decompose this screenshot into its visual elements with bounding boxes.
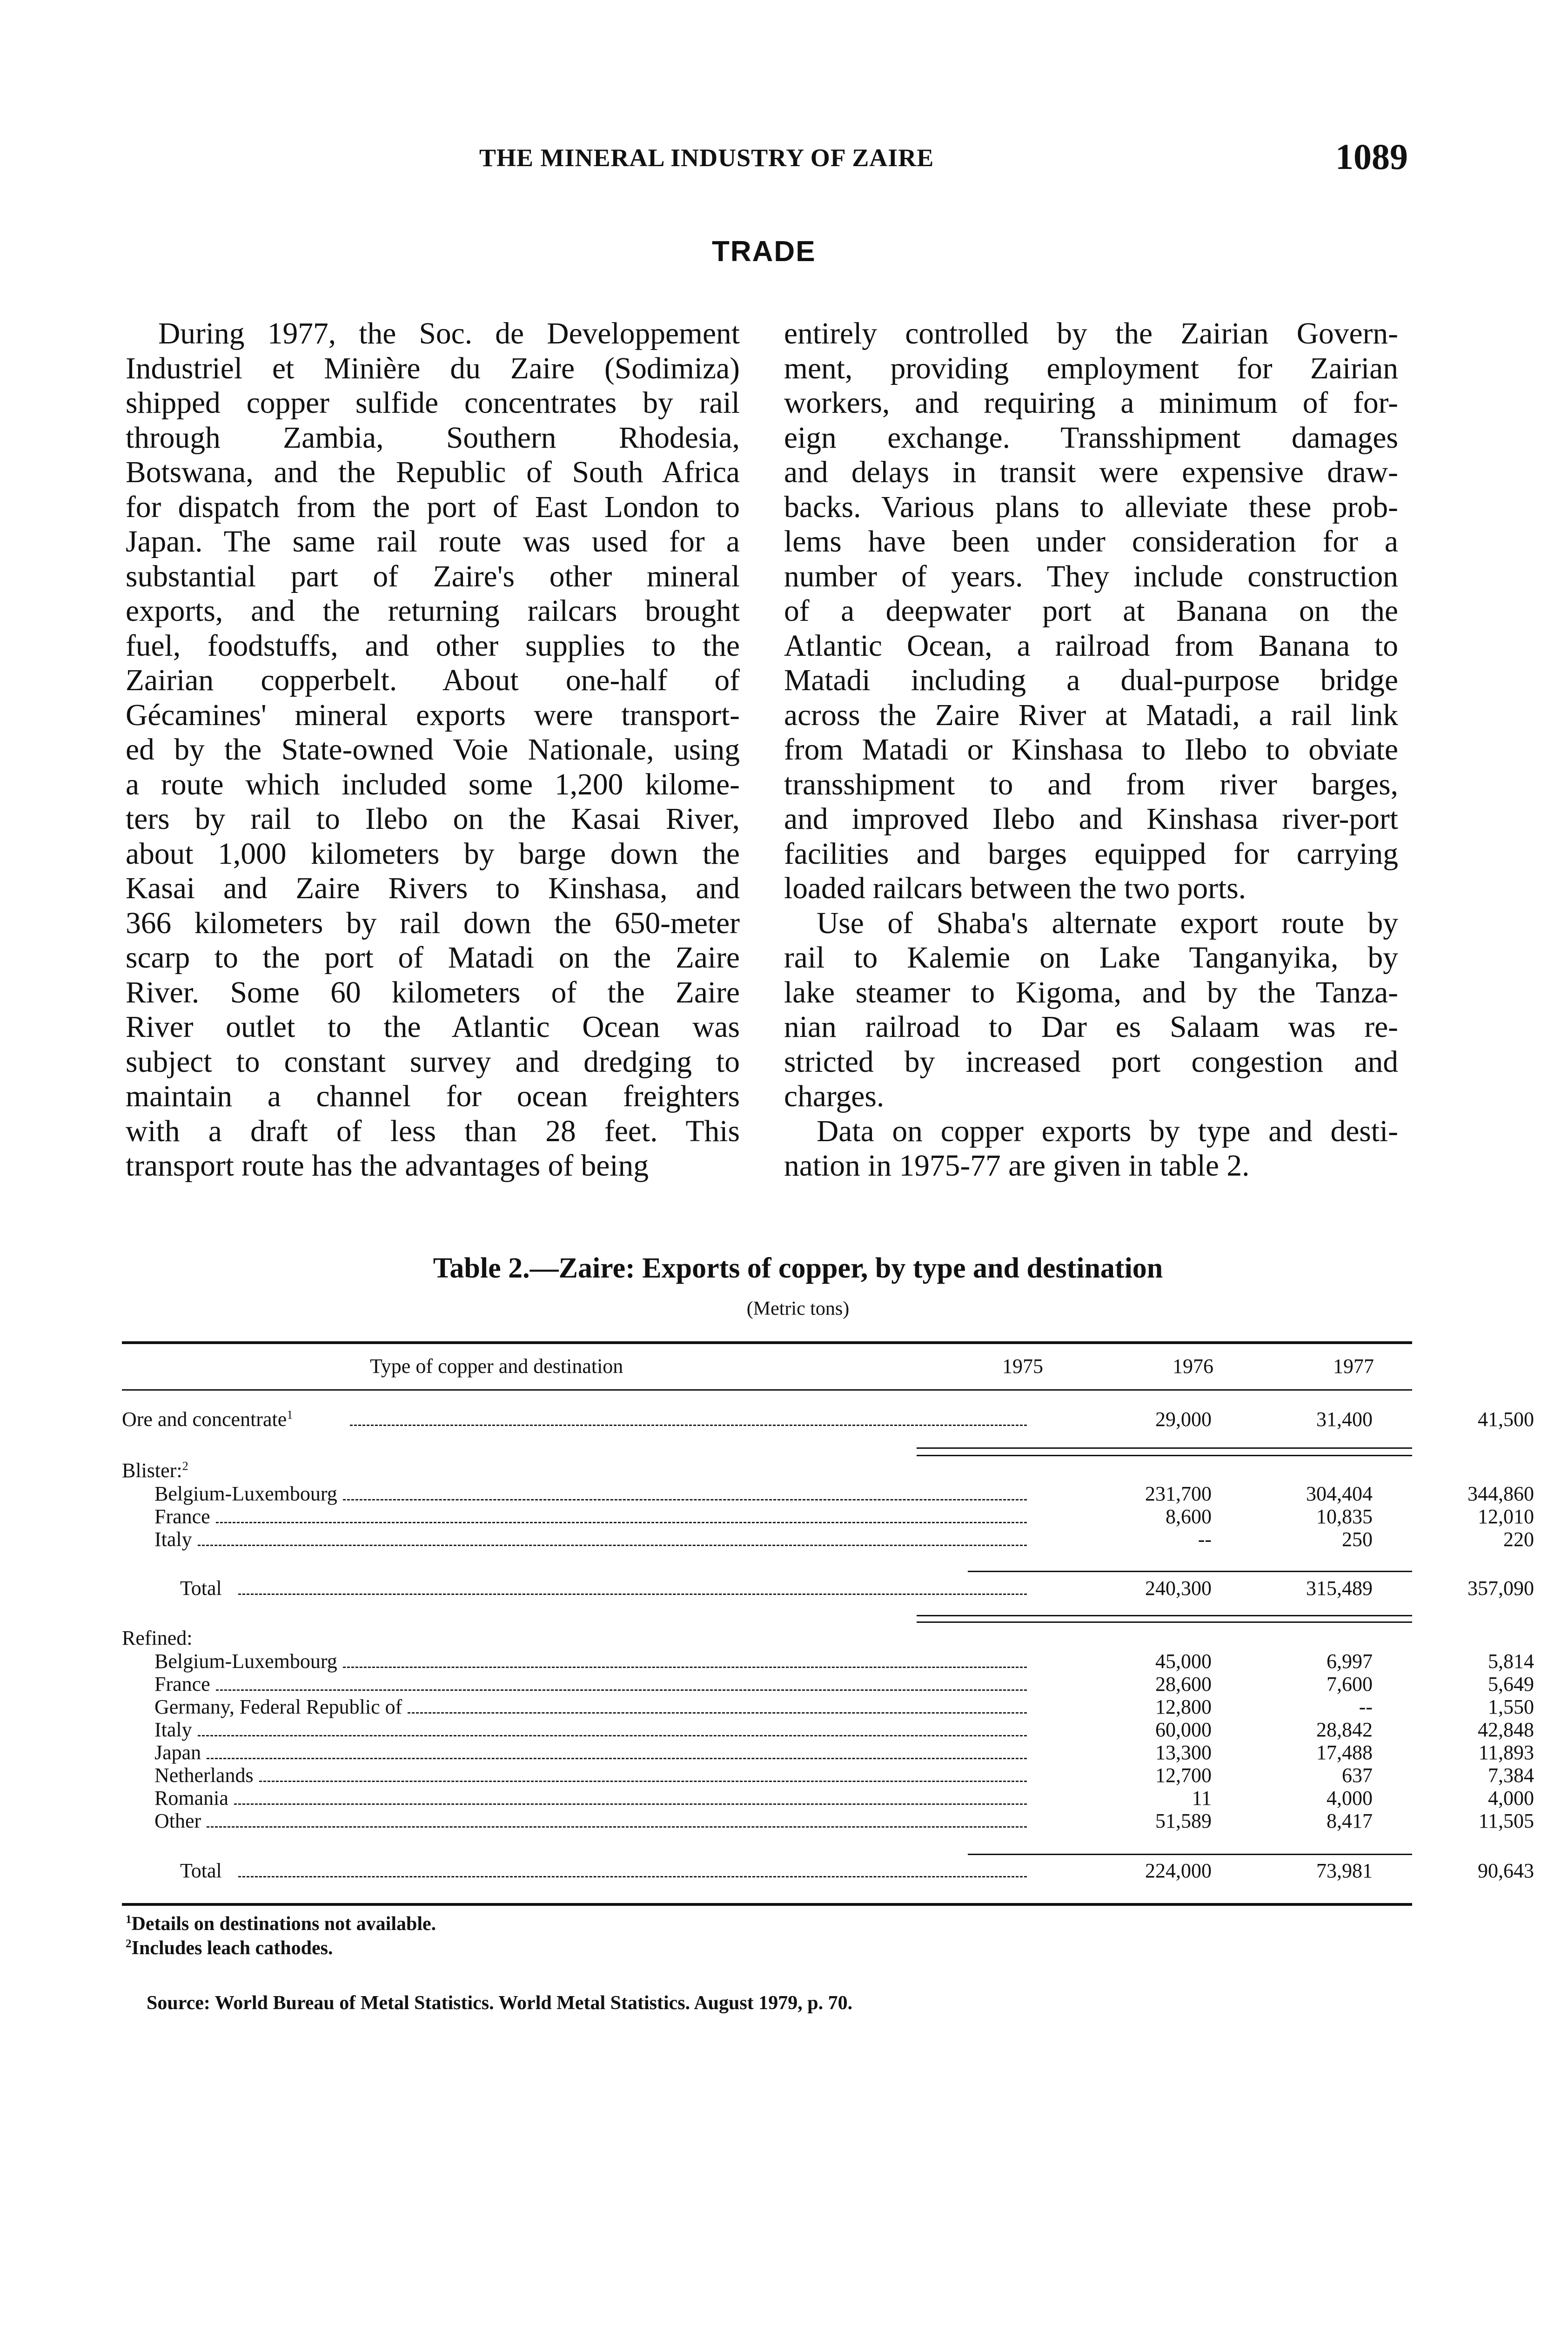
cell-1975: 224,000 — [1145, 1859, 1212, 1882]
cell-1976: 10,835 — [1316, 1505, 1373, 1528]
running-title: THE MINERAL INDUSTRY OF ZAIRE — [479, 144, 934, 172]
cell-1977: 11,505 — [1478, 1809, 1534, 1832]
cell-1977: 357,090 — [1467, 1577, 1534, 1600]
table-row — [122, 1741, 1534, 1764]
table-group-refined — [122, 1627, 1412, 1650]
text-line: Gécamines' mineral exports were transport- — [126, 698, 740, 732]
text-line: River. Some 60 kilometers of the Zaire — [126, 975, 740, 1009]
page-number: 1089 — [1335, 136, 1408, 177]
table-unit: (Metric tons) — [746, 1298, 850, 1319]
text-line: entirely controlled by the Zairian Govern- — [784, 317, 1398, 350]
row-label: Italy — [154, 1528, 192, 1551]
dot-leader — [207, 1826, 1027, 1828]
cell-1976: 6,997 — [1327, 1650, 1373, 1673]
body-left-column — [126, 316, 740, 1184]
total-label: Total — [180, 1859, 222, 1882]
cell-1975: 12,800 — [1155, 1695, 1212, 1718]
text-line: substantial part of Zaire's other mineral — [126, 559, 740, 593]
cell-1977: 42,848 — [1478, 1718, 1534, 1741]
text-line: Atlantic Ocean, a railroad from Banana to — [784, 629, 1398, 663]
dot-leader — [198, 1735, 1027, 1736]
cell-1975: 60,000 — [1155, 1718, 1212, 1741]
text-line: number of years. They include construction — [784, 559, 1398, 593]
dot-leader — [350, 1425, 1027, 1426]
row-label: Germany, Federal Republic of — [154, 1695, 402, 1718]
text-line: Japan. The same rail route was used for a — [126, 525, 740, 558]
cell-1976: 4,000 — [1327, 1787, 1373, 1809]
table-group-blister — [122, 1459, 1412, 1482]
row-label: Ore and concentrate$^1$ — [122, 1407, 293, 1431]
text-line: nian railroad to Dar es Salaam was re- — [784, 1010, 1398, 1044]
text-line: Botswana, and the Republic of South Africa — [126, 456, 740, 489]
cell-1976: 31,400 — [1316, 1408, 1373, 1431]
text-line: subject to constant survey and dredging to — [126, 1045, 740, 1079]
group-label: Refined: — [122, 1627, 193, 1649]
dot-leader — [408, 1712, 1027, 1714]
table-header-1975: 1975 — [1002, 1355, 1043, 1378]
row-label: France — [154, 1505, 210, 1528]
row-label: Belgium-Luxembourg — [154, 1482, 337, 1505]
table-double-rule-bottom — [917, 1455, 1412, 1456]
subtotal-rule — [968, 1854, 1412, 1855]
cell-1977: 7,384 — [1488, 1764, 1534, 1787]
body-right-column — [784, 316, 1398, 1184]
text-line: Zairian copperbelt. About one-half of — [126, 664, 740, 697]
cell-1977: 4,000 — [1488, 1787, 1534, 1809]
text-line: loaded railcars between the two ports. — [784, 872, 1246, 905]
footnote-1: $^1$Details on destinations not available. — [126, 1913, 436, 1935]
cell-1977: 1,550 — [1488, 1695, 1534, 1718]
cell-1977: 11,893 — [1478, 1741, 1534, 1764]
table-header-type: Type of copper and destination — [370, 1355, 623, 1378]
dot-leader — [343, 1499, 1027, 1500]
dot-leader — [216, 1689, 1027, 1691]
cell-1977: 90,643 — [1478, 1859, 1534, 1882]
text-line: nation in 1975-77 are given in table 2. — [784, 1149, 1250, 1183]
cell-1975: 13,300 — [1155, 1741, 1212, 1764]
text-line: Industriel et Minière du Zaire (Sodimiza) — [126, 351, 740, 385]
text-line: with a draft of less than 28 feet. This — [126, 1114, 740, 1148]
cell-1975: 11 — [1192, 1787, 1212, 1809]
dot-leader — [238, 1876, 1027, 1877]
text-line: and improved Ilebo and Kinshasa river-port — [784, 802, 1398, 836]
table-top-rule — [122, 1341, 1412, 1344]
table-bottom-rule — [122, 1903, 1412, 1906]
table-row — [122, 1482, 1534, 1506]
dot-leader — [207, 1758, 1027, 1759]
text-line: Use of Shaba's alternate export route by — [817, 906, 1398, 940]
text-line: for dispatch from the port of East London to — [126, 490, 740, 524]
cell-1975: -- — [1198, 1528, 1212, 1551]
row-label: Romania — [154, 1787, 228, 1809]
text-line: through Zambia, Southern Rhodesia, — [126, 421, 740, 455]
row-label: France — [154, 1673, 210, 1695]
table-row — [122, 1650, 1534, 1673]
row-label: Japan — [154, 1741, 201, 1764]
dot-leader — [198, 1545, 1027, 1546]
text-line: backs. Various plans to alleviate these prob- — [784, 490, 1398, 524]
cell-1975: 231,700 — [1145, 1482, 1212, 1505]
table-double-rule-top — [917, 1447, 1412, 1449]
text-line: During 1977, the Soc. de Developpement — [158, 317, 740, 350]
cell-1975: 45,000 — [1155, 1650, 1212, 1673]
cell-1975: 51,589 — [1155, 1809, 1212, 1832]
total-label: Total — [180, 1577, 222, 1600]
row-label: Netherlands — [154, 1764, 254, 1787]
text-line: about 1,000 kilometers by barge down the — [126, 837, 740, 871]
text-line: scarp to the port of Matadi on the Zaire — [126, 941, 740, 975]
cell-1977: 5,814 — [1488, 1650, 1534, 1673]
cell-1977: 344,860 — [1467, 1482, 1534, 1505]
cell-1976: 28,842 — [1316, 1718, 1373, 1741]
cell-1975: 8,600 — [1166, 1505, 1212, 1528]
table-title: Table 2.—Zaire: Exports of copper, by type and destination — [433, 1252, 1163, 1284]
section-heading: TRADE — [712, 235, 816, 268]
text-line: ment, providing employment for Zairian — [784, 351, 1398, 385]
dot-leader — [343, 1667, 1027, 1668]
text-line: of a deepwater port at Banana on the — [784, 594, 1398, 628]
table-row — [122, 1505, 1534, 1528]
cell-1977: 220 — [1503, 1528, 1534, 1551]
total-double-rule — [917, 1621, 1412, 1623]
cell-1976: 315,489 — [1306, 1577, 1373, 1600]
text-line: a route which included some 1,200 kilome- — [126, 767, 740, 801]
text-line: ed by the State-owned Voie Nationale, using — [126, 733, 740, 767]
dot-leader — [259, 1781, 1027, 1782]
text-line: from Matadi or Kinshasa to Ilebo to obviate — [784, 733, 1398, 767]
text-line: ters by rail to Ilebo on the Kasai River, — [126, 802, 740, 836]
table-row — [122, 1718, 1534, 1742]
text-line: eign exchange. Transshipment damages — [784, 421, 1398, 455]
text-line: maintain a channel for ocean freighters — [126, 1080, 740, 1113]
group-label: Blister:$^2$ — [122, 1459, 188, 1482]
text-line: exports, and the returning railcars brought — [126, 594, 740, 628]
table-row-refined-total — [122, 1859, 1534, 1883]
cell-1977: 41,500 — [1478, 1408, 1534, 1431]
text-line: lems have been under consideration for a — [784, 525, 1398, 558]
table-row — [122, 1809, 1534, 1833]
row-label: Italy — [154, 1718, 192, 1741]
text-line: lake steamer to Kigoma, and by the Tanza- — [784, 975, 1398, 1009]
table-header-1977: 1977 — [1333, 1355, 1374, 1378]
table-row — [122, 1528, 1534, 1551]
cell-1976: 304,404 — [1306, 1482, 1373, 1505]
text-line: facilities and barges equipped for carrying — [784, 837, 1398, 871]
total-double-rule — [917, 1615, 1412, 1616]
text-line: 366 kilometers by rail down the 650-meter — [126, 906, 740, 940]
text-line: transshipment to and from river barges, — [784, 767, 1398, 801]
text-line: Data on copper exports by type and desti- — [817, 1114, 1398, 1148]
cell-1975: 240,300 — [1145, 1577, 1212, 1600]
table-row — [122, 1695, 1534, 1719]
dot-leader — [238, 1594, 1027, 1595]
cell-1976: 250 — [1342, 1528, 1373, 1551]
row-label: Other — [154, 1809, 201, 1832]
cell-1975: 29,000 — [1155, 1408, 1212, 1431]
dot-leader — [234, 1803, 1027, 1805]
table-row — [122, 1764, 1534, 1787]
text-line: stricted by increased port congestion and — [784, 1045, 1398, 1079]
table-row-blister-total — [122, 1577, 1534, 1600]
cell-1975: 28,600 — [1155, 1673, 1212, 1695]
text-line: charges. — [784, 1080, 885, 1113]
text-line: across the Zaire River at Matadi, a rail link — [784, 698, 1398, 732]
cell-1976: 8,417 — [1327, 1809, 1373, 1832]
footnote-2: $^2$Includes leach cathodes. — [126, 1937, 333, 1959]
text-line: fuel, foodstuffs, and other supplies to the — [126, 629, 740, 663]
cell-1976: 637 — [1342, 1764, 1373, 1787]
table-row — [122, 1673, 1534, 1696]
dot-leader — [216, 1522, 1027, 1523]
cell-1977: 12,010 — [1478, 1505, 1534, 1528]
table-header-1976: 1976 — [1173, 1355, 1213, 1378]
row-label: Belgium-Luxembourg — [154, 1650, 337, 1673]
text-line: transport route has the advantages of being — [126, 1149, 649, 1183]
cell-1976: 17,488 — [1316, 1741, 1373, 1764]
cell-1975: 12,700 — [1155, 1764, 1212, 1787]
cell-1977: 5,649 — [1488, 1673, 1534, 1695]
table-row-ore — [122, 1407, 1534, 1431]
text-line: and delays in transit were expensive draw- — [784, 456, 1398, 489]
text-line: shipped copper sulfide concentrates by rail — [126, 386, 740, 420]
cell-1976: 7,600 — [1327, 1673, 1373, 1695]
table-source: Source: World Bureau of Metal Statistics. World Metal Statistics. August 1979, p. 70. — [147, 1992, 853, 2014]
table-header-rule — [122, 1389, 1412, 1391]
text-line: rail to Kalemie on Lake Tanganyika, by — [784, 941, 1398, 975]
text-line: Kasai and Zaire Rivers to Kinshasa, and — [126, 872, 740, 905]
cell-1976: 73,981 — [1316, 1859, 1373, 1882]
text-line: Matadi including a dual-purpose bridge — [784, 664, 1398, 697]
text-line: workers, and requiring a minimum of for- — [784, 386, 1398, 420]
table-row — [122, 1787, 1534, 1810]
subtotal-rule — [968, 1571, 1412, 1572]
text-line: River outlet to the Atlantic Ocean was — [126, 1010, 740, 1044]
cell-1976: -- — [1359, 1695, 1373, 1718]
